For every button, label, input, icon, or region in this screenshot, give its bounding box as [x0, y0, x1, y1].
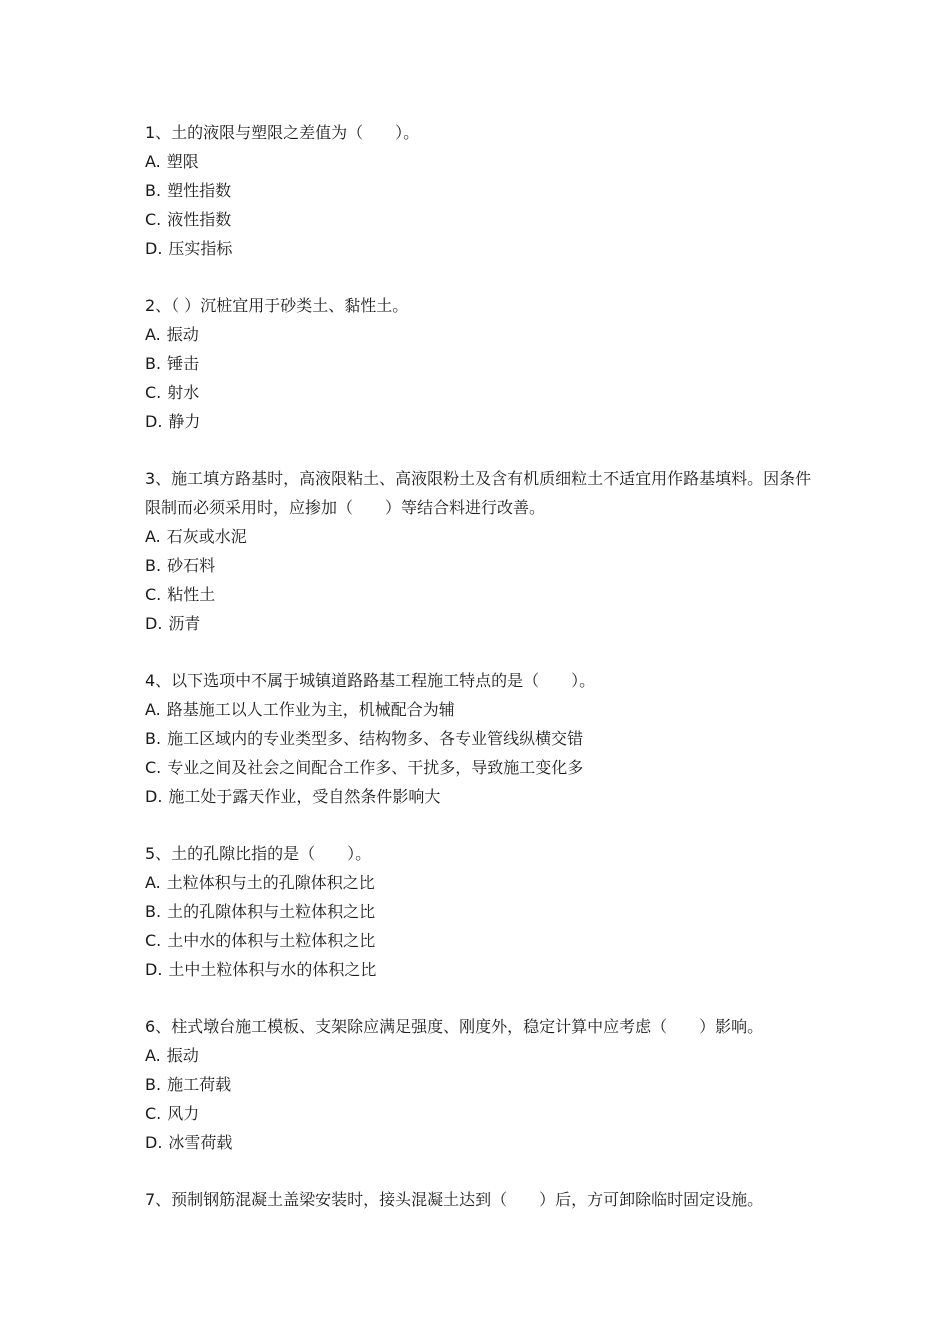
question-stem: 4、以下选项中不属于城镇道路路基工程施工特点的是（ ）。 [145, 671, 596, 690]
option-d: D. 土中土粒体积与水的体积之比 [145, 960, 377, 979]
option-b: B. 施工区域内的专业类型多、结构物多、各专业管线纵横交错 [145, 729, 584, 748]
option-d: D. 施工处于露天作业，受自然条件影响大 [145, 787, 441, 806]
option-d: D. 静力 [145, 412, 201, 431]
question-stem: 6、柱式墩台施工模板、支架除应满足强度、刚度外，稳定计算中应考虑（ ）影响。 [145, 1017, 764, 1036]
option-b: B. 施工荷载 [145, 1075, 232, 1094]
option-b: B. 塑性指数 [145, 181, 232, 200]
option-c: C. 风力 [145, 1104, 200, 1123]
question-6 [145, 1012, 825, 1157]
option-c: C. 土中水的体积与土粒体积之比 [145, 931, 376, 950]
option-a: A. 石灰或水泥 [145, 527, 247, 546]
option-b: B. 砂石料 [145, 556, 216, 575]
option-c: C. 液性指数 [145, 210, 232, 229]
document-page [145, 118, 825, 1242]
question-7 [145, 1185, 825, 1214]
option-a: A. 塑限 [145, 152, 199, 171]
question-2 [145, 291, 825, 436]
option-a: A. 路基施工以人工作业为主，机械配合为辅 [145, 700, 455, 719]
option-c: C. 粘性土 [145, 585, 216, 604]
option-c: C. 射水 [145, 383, 200, 402]
question-1 [145, 118, 825, 263]
question-stem: 7、预制钢筋混凝土盖梁安装时，接头混凝土达到（ ）后，方可卸除临时固定设施。 [145, 1190, 764, 1209]
option-d: D. 冰雪荷载 [145, 1133, 233, 1152]
option-b: B. 锤击 [145, 354, 200, 373]
option-a: A. 振动 [145, 325, 199, 344]
option-d: D. 压实指标 [145, 239, 233, 258]
question-stem: 2、（ ）沉桩宜用于砂类土、黏性土。 [145, 296, 409, 315]
option-c: C. 专业之间及社会之间配合工作多、干扰多，导致施工变化多 [145, 758, 584, 777]
option-d: D. 沥青 [145, 614, 201, 633]
option-a: A. 振动 [145, 1046, 199, 1065]
option-a: A. 土粒体积与土的孔隙体积之比 [145, 873, 375, 892]
question-stem: 5、土的孔隙比指的是（ ）。 [145, 844, 372, 863]
question-5 [145, 839, 825, 984]
question-3 [145, 464, 825, 638]
question-stem: 1、土的液限与塑限之差值为（ ）。 [145, 123, 420, 142]
question-4 [145, 666, 825, 811]
question-stem: 3、施工填方路基时，高液限粘土、高液限粉土及含有机质细粒土不适宜用作路基填料。因条件限制而必须采用时，应掺加（ ）等结合料进行改善。 [145, 469, 812, 517]
option-b: B. 土的孔隙体积与土粒体积之比 [145, 902, 376, 921]
